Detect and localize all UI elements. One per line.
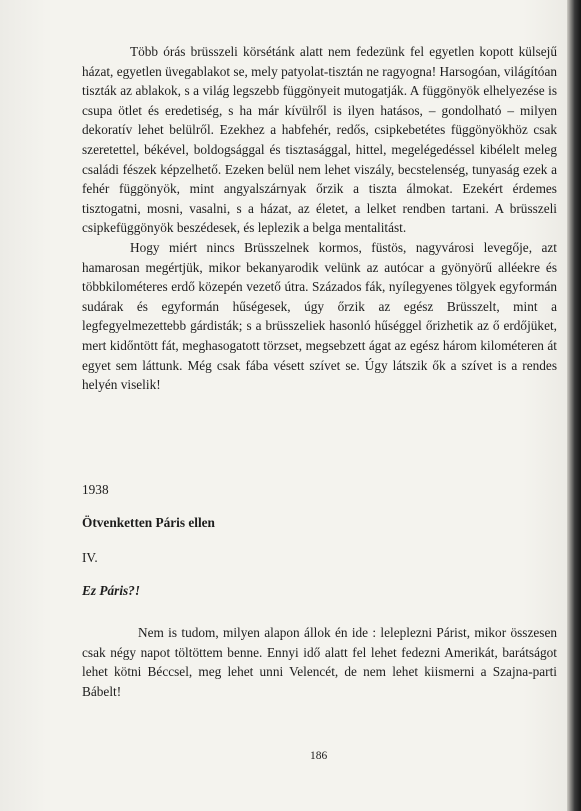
body-text-upper [82, 42, 557, 395]
chapter-title: Ötvenketten Páris ellen [82, 515, 215, 530]
paragraph-brussels-windows: Több órás brüsszeli körsétánk alatt nem fedezünk fel egyetlen kopott külsejű házat, egyetlen üvegablakot se, mely patyolat-tisztán ne ragyogna! Harsogóan, világítóan tiszták az ablakok, s a világ legszebb függönyeit mutogatják. A függönyök elhelyezése is csupa ötlet és eredetiség, s ha már kívülről is ilyen hatásos, – gondolható – milyen dekoratív lehet belülről. Ezekhez a habfehér, redős, csipkebetétes függönyökhöz csak szeretettel, békével, boldogsággal és tisztasággal, hittel, megelégedéssel kibélelt meleg családi fészek képzelhető. Ezeken belül nem lehet viszály, becstelenség, tunyaság ezek a fehér függönyök, mint angyalszárnyak őrzik a tiszta álmokat. Ezekért érdemes tisztogatni, mosni, vasalni, s a házat, az életet, a lelket rendben tartani. A brüsszeli csipkefüggönyök beszédesek, és leplezik a belga mentalitást. [82, 44, 557, 236]
section-title: Ez Páris?! [82, 583, 141, 598]
page-number: 186 [310, 750, 328, 762]
section-numeral: IV. [82, 550, 98, 565]
page-edge-shadow [567, 0, 581, 811]
year-heading: 1938 [82, 482, 109, 497]
paragraph-brussels-forest: Hogy miért nincs Brüsszelnek kormos, füstös, nagyvárosi levegője, azt hamarosan megértjük, mikor bekanyarodik velünk az autócar a gyönyörű alléekre és többkilométeres erdő közepén vezető útra. Százados fák, nyílegyenes tölgyek egyformán sudárak és egyformán hűségesek, úgy őrzik az egész Brüsszelt, mint a legfegyelmezettebb gárdisták; s a brüsszeliek hasonló hűséggel őrizhetik az ő erdőjüket, mert kidőntött fát, meghasogatott törzset, megsebzett ágat az egész három kilométeren át egyet sem láttunk. Még csak fába vésett szívet se. Úgy látszik ők a szívet is a rendes helyén viselik! [82, 239, 557, 393]
body-text-lower [82, 623, 557, 701]
paragraph-paris-intro: Nem is tudom, milyen alapon állok én ide : leleplezni Párist, mikor összesen csak négy napot töltöttem benne. Ennyi idő alatt fel lehet fedezni Amerikát, barátságot lehet kötni Béccsel, meg lehet unni Velencét, de nem lehet kiismerni a Szajna-parti Bábelt! [82, 625, 557, 699]
